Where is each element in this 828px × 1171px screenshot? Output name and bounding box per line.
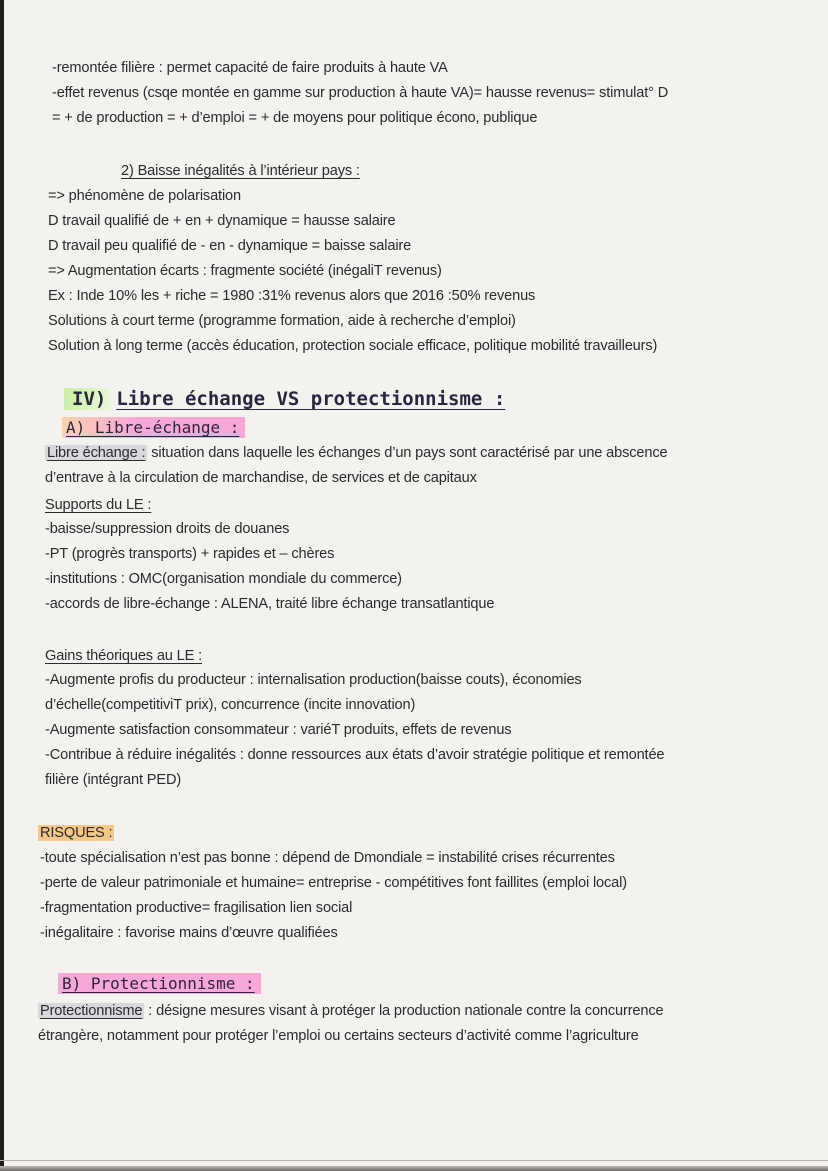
definition-line: étrangère, notamment pour protéger l’emploi ou certains secteurs d’activité comme l’agriculture xyxy=(38,1028,639,1044)
list-item: -toute spécialisation n’est pas bonne : dépend de Dmondiale = instabilité crises récurrentes xyxy=(40,850,615,866)
text-line: = + de production = + d’emploi = + de moyens pour politique écono, publique xyxy=(52,110,538,126)
list-item: -Augmente profis du producteur : internalisation production(baisse couts), économies xyxy=(45,672,582,688)
text-line: Ex : Inde 10% les + riche = 1980 :31% revenus alors que 2016 :50% revenus xyxy=(48,288,536,304)
subsection-a-title xyxy=(62,418,245,437)
list-item: -Augmente satisfaction consommateur : variéT produits, effets de revenus xyxy=(45,722,512,738)
list-item: -PT (progrès transports) + rapides et – chères xyxy=(45,546,335,562)
subsection-b-title xyxy=(58,974,261,993)
list-item: -inégalitaire : favorise mains d’œuvre qualifiées xyxy=(40,925,338,941)
section-title xyxy=(64,388,505,410)
list-item: -baisse/suppression droits de douanes xyxy=(45,521,290,537)
list-item: -Contribue à réduire inégalités : donne ressources aux états d’avoir stratégie politique et remontée xyxy=(45,747,665,763)
page-bottom-edge xyxy=(0,1166,828,1171)
definition-line xyxy=(38,1001,663,1021)
definition-line: d’entrave à la circulation de marchandise, de services et de capitaux xyxy=(45,470,477,486)
page-bottom-line xyxy=(0,1160,828,1161)
text-line: D travail peu qualifié de - en - dynamique = baisse salaire xyxy=(48,238,412,254)
definition-term: Libre échange : xyxy=(47,445,146,461)
list-item: -accords de libre-échange : ALENA, traité libre échange transatlantique xyxy=(45,596,495,612)
subsection-title: 2) Baisse inégalités à l’intérieur pays : xyxy=(121,163,360,179)
text-line: Solutions à court terme (programme formation, aide à recherche d’emploi) xyxy=(48,313,516,329)
definition-text: situation dans laquelle les échanges d’un pays sont caractérisé par une abscence xyxy=(147,445,668,461)
text-line: => Augmentation écarts : fragmente société (inégaliT revenus) xyxy=(48,263,442,279)
text-line: => phénomène de polarisation xyxy=(48,188,241,204)
list-item: -perte de valeur patrimoniale et humaine= entreprise - compétitives font faillites (emploi local) xyxy=(40,875,627,891)
risques-label: RISQUES : xyxy=(40,825,113,841)
section-heading: Libre échange VS protectionnisme : xyxy=(116,388,506,410)
subsection-a-label: A) Libre-échange : xyxy=(62,417,245,438)
list-item: d’échelle(competitiviT prix), concurrence (incite innovation) xyxy=(45,697,416,713)
definition-term: Protectionnisme xyxy=(40,1003,143,1019)
definition-line xyxy=(45,443,667,463)
list-item: -institutions : OMC(organisation mondiale du commerce) xyxy=(45,571,402,587)
risques-heading xyxy=(38,823,114,843)
subsection-b-label: B) Protectionnisme : xyxy=(58,973,261,994)
section-number: IV) xyxy=(64,388,110,410)
list-item: filière (intégrant PED) xyxy=(45,772,182,788)
supports-heading: Supports du LE : xyxy=(45,497,152,513)
text-line: -remontée filière : permet capacité de faire produits à haute VA xyxy=(52,60,448,76)
list-item: -fragmentation productive= fragilisation lien social xyxy=(40,900,353,916)
gains-heading: Gains théoriques au LE : xyxy=(45,648,203,664)
text-line: Solution à long terme (accès éducation, protection sociale efficace, politique mobilité travailleurs) xyxy=(48,338,658,354)
page-left-edge xyxy=(0,0,4,1171)
definition-text: : désigne mesures visant à protéger la production nationale contre la concurrence xyxy=(144,1003,664,1019)
text-line: -effet revenus (csqe montée en gamme sur production à haute VA)= hausse revenus= stimulat° D xyxy=(52,85,669,101)
text-line: D travail qualifié de + en + dynamique = hausse salaire xyxy=(48,213,396,229)
